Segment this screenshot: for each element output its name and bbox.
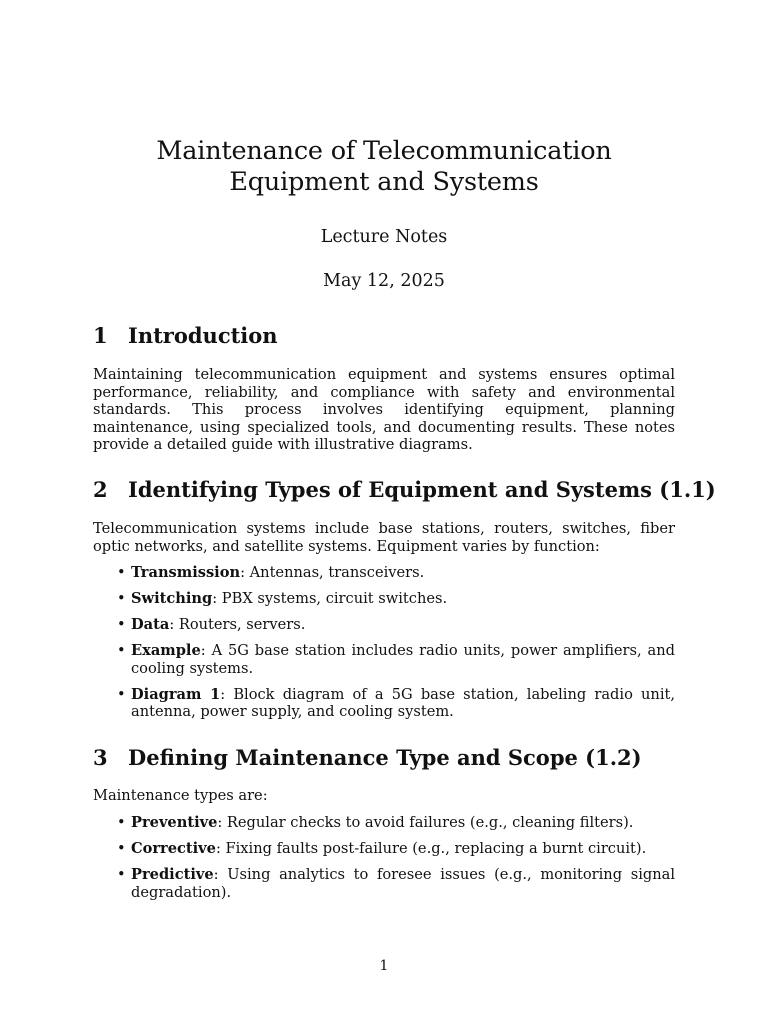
- section-paragraph: Maintenance types are:: [93, 787, 268, 804]
- list-item-text: : A 5G base station includes radio units, power amplifiers, and cooling systems.: [131, 642, 675, 677]
- section-heading-maintenance-type: [93, 745, 693, 771]
- document-date: May 12, 2025: [323, 271, 445, 291]
- section-heading-introduction: [93, 323, 693, 349]
- list-item-term: Predictive: [131, 866, 214, 883]
- title-line-2: Equipment and Systems: [229, 167, 539, 197]
- list-item-term: Example: [131, 642, 201, 659]
- list-item: [93, 564, 675, 582]
- section-title: Introduction: [128, 323, 278, 348]
- section-heading-identifying-types: [93, 477, 716, 503]
- list-item-term: Diagram 1: [131, 685, 221, 703]
- list-item-term: Corrective: [131, 840, 216, 857]
- section-number: 1: [93, 323, 108, 348]
- section-number: 2: [93, 477, 108, 502]
- maintenance-types-list: [93, 814, 675, 901]
- list-item-text: : Antennas, transceivers.: [240, 564, 425, 581]
- list-item-text: : Routers, servers.: [169, 616, 306, 633]
- list-item: [93, 866, 675, 901]
- list-item: [93, 642, 675, 677]
- list-item-term: Data: [131, 616, 170, 633]
- section-title: Defining Maintenance Type and Scope (1.2): [128, 745, 642, 770]
- list-item: [93, 814, 675, 832]
- section-number: 3: [93, 745, 108, 770]
- list-item: [93, 616, 675, 634]
- list-item-term: Preventive: [131, 814, 218, 831]
- list-item: [93, 590, 675, 608]
- section-paragraph: Telecommunication systems include base stations, routers, switches, fiber optic networks, and satellite systems. Equipment varies by function:: [93, 520, 675, 555]
- document-title: [0, 136, 768, 198]
- list-item-text: : PBX systems, circuit switches.: [212, 590, 448, 607]
- section-title: Identifying Types of Equipment and Systems (1.1): [128, 477, 716, 502]
- section-paragraph: Maintaining telecommunication equipment and systems ensures optimal performance, reliability, and compliance with safety and environmental standards. This process involves identifying equipment, planning maintenance, using specialized tools, and documenting results. These notes provide a detailed guide with illustrative diagrams.: [93, 366, 675, 453]
- list-item: [93, 686, 675, 721]
- page-number: 1: [379, 958, 389, 974]
- equipment-list: [93, 564, 675, 721]
- list-item: [93, 840, 675, 858]
- list-item-text: : Fixing faults post-failure (e.g., replacing a burnt circuit).: [215, 840, 647, 857]
- list-item-text: : Using analytics to foresee issues (e.g., monitoring signal degradation).: [131, 866, 675, 901]
- list-item-text: : Block diagram of a 5G base station, labeling radio unit, antenna, power supply, and cooling system.: [131, 685, 676, 720]
- title-line-1: Maintenance of Telecommunication: [156, 136, 612, 166]
- document-subtitle: Lecture Notes: [320, 227, 448, 247]
- list-item-term: Switching: [131, 590, 213, 607]
- list-item-text: : Regular checks to avoid failures (e.g., cleaning filters).: [217, 814, 634, 831]
- list-item-term: Transmission: [131, 564, 241, 581]
